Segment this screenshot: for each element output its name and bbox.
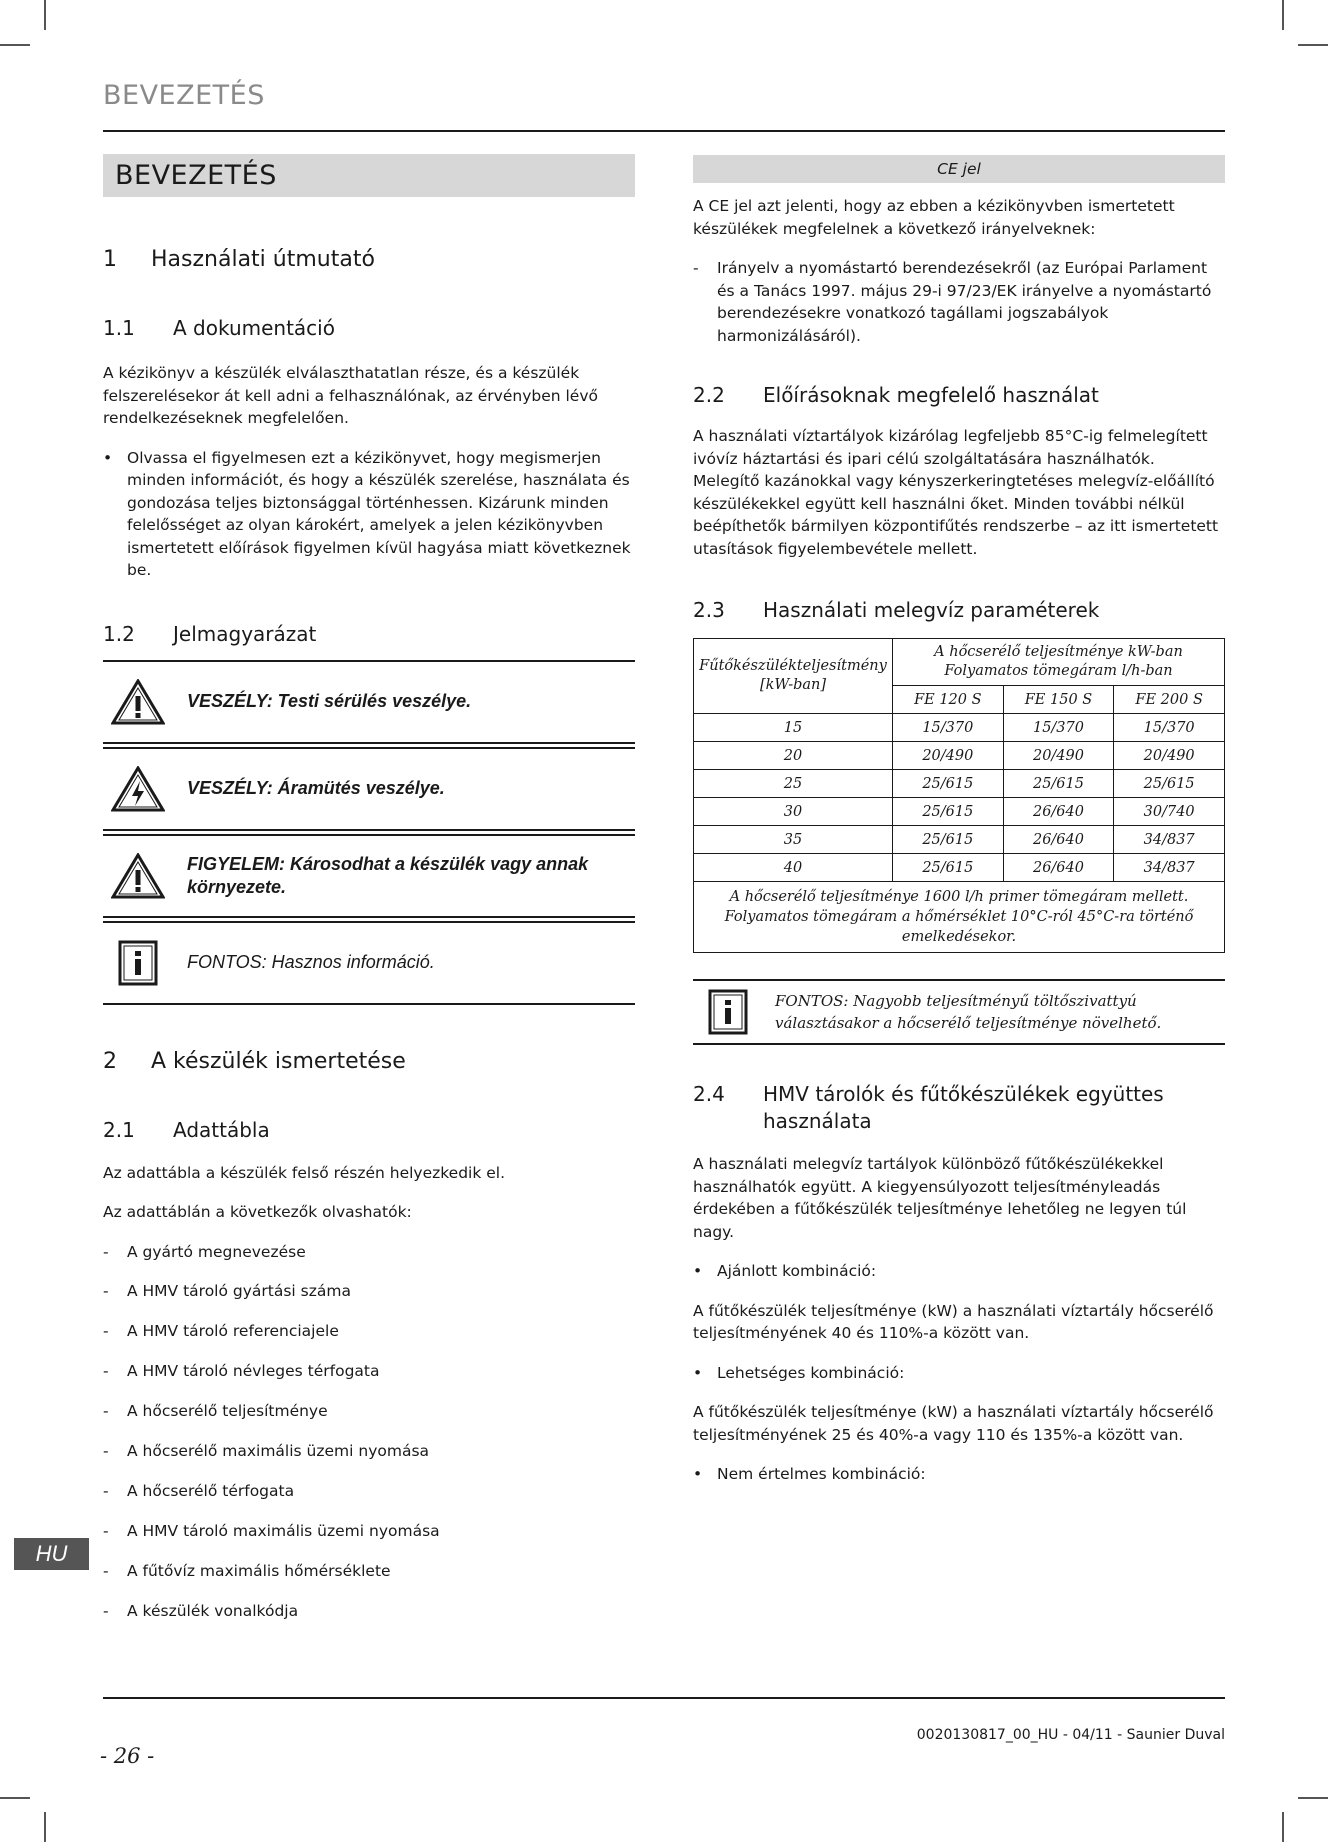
crop-mark (1298, 1797, 1328, 1799)
heading-2-4 (693, 1081, 1225, 1135)
table-model: FE 120 S (893, 686, 1004, 714)
heading-number: 1 (103, 247, 117, 272)
heading-1 (103, 247, 635, 272)
list-item: - A HMV tároló referenciajele (103, 1322, 339, 1341)
combination-paragraph: A fűtőkészülék teljesítménye (kW) a használati víztartály hőcserélő teljesítményének 25 és 40%-a vagy 110 és 135%-a között van. (693, 1403, 1214, 1444)
list-item: - A fűtővíz maximális hőmérséklete (103, 1561, 391, 1580)
document-reference: 0020130817_00_HU - 04/11 - Saunier Duval (916, 1727, 1225, 1743)
heading-2-1 (103, 1118, 635, 1142)
heading-number: 1.2 (103, 621, 135, 646)
heading-number: 2.4 (693, 1082, 725, 1106)
bullet-text: Olvassa el figyelmesen ezt a kézikönyvet, hogy megismerjen minden információt, és hogy a készülék szerelése, használata és gondozása teljes biztonsággal történhessen. Kizárunk minden felelősséget az olyan károkért, amelyek a jelen kézikönyvben ismertetett előírások figyelmen kívül hagyása miatt következnek be. (127, 448, 631, 579)
crop-mark (0, 44, 30, 46)
list-item: - A hőcserélő teljesítménye (103, 1402, 328, 1421)
ce-banner: CE jel (693, 155, 1225, 183)
list-item: - A HMV tároló névleges térfogata (103, 1362, 380, 1381)
legend-text: VESZÉLY: Áramütés veszélye. (187, 778, 445, 798)
table-model: FE 150 S (1003, 686, 1114, 714)
crop-mark (1282, 1812, 1284, 1842)
language-tab: HU (14, 1538, 89, 1570)
section-banner: BEVEZETÉS (103, 154, 635, 197)
documentation-paragraph: A kézikönyv a készülék elválaszthatatlan része, és a készülék felszerelésekor át kell adni a felhasználónak, az érvényben lévő rendelkezéseknek megfelelően. (103, 364, 598, 427)
electric-hazard-icon (103, 766, 173, 812)
table-row: 20 20/490 20/490 20/490 (694, 742, 1225, 770)
bullet-item (103, 447, 635, 582)
combination-paragraph: A használati melegvíz tartályok különböző fűtőkészülékekkel használhatók együtt. A kiegyensúlyozott teljesítményleadás érdekében a fűtőkészülék teljesítménye lehetőleg ne legyen túl nagy. (693, 1155, 1187, 1241)
usage-paragraph: A használati víztartályok kizárólag legfeljebb 85°C-ig felmelegített ivóvíz háztartási és ipari célú szolgáltatására használhatók. Melegítő kazánokkal vagy kényszerkeringtetéses melegvíz-előállító készülékekkel együtt kell használni őket. Minden további nélkül beépíthetők bármilyen központifűtés rendszerbe – az itt ismertetett utasítások figyelembevétele mellett. (693, 427, 1219, 558)
crop-mark (1282, 0, 1284, 30)
legend (103, 660, 635, 1005)
table-row: 35 25/615 26/640 34/837 (694, 826, 1225, 854)
list-item: - A HMV tároló maximális üzemi nyomása (103, 1521, 440, 1540)
page-number: - 26 - (100, 1744, 155, 1768)
info-note (693, 979, 1225, 1045)
crop-mark (0, 1797, 30, 1799)
table-model: FE 200 S (1114, 686, 1225, 714)
heading-title: A készülék ismertetése (151, 1048, 406, 1074)
heading-2 (103, 1049, 635, 1074)
left-column (103, 150, 635, 1622)
table-note: A hőcserélő teljesítménye 1600 l/h primer tömegáram mellett. Folyamatos tömegáram a hőmérséklet 10°C-ról 45°C-ra történő emelkedésekor. (694, 882, 1225, 953)
legend-text: VESZÉLY: Testi sérülés veszélye. (187, 691, 472, 711)
heading-number: 2.2 (693, 383, 725, 407)
nameplate-list (103, 1241, 635, 1623)
table-header: Fűtőkészülékteljesítmény [kW-ban] (694, 639, 893, 714)
table-row: 40 25/615 26/640 34/837 (694, 854, 1225, 882)
legend-row (103, 660, 635, 744)
heading-title: Adattábla (173, 1117, 270, 1142)
heading-2-3 (693, 598, 1225, 622)
table-row: 15 15/370 15/370 15/370 (694, 714, 1225, 742)
combination-paragraph: A fűtőkészülék teljesítménye (kW) a használati víztartály hőcserélő teljesítményének 40 és 110%-a között van. (693, 1301, 1214, 1342)
heading-1-1 (103, 316, 635, 340)
list-item: - A gyártó megnevezése (103, 1242, 306, 1261)
ce-directive: - Irányelv a nyomástartó berendezésekről (az Európai Parlament és a Tanács 1997. május 29-i 97/23/EK irányelve a nyomástartó berendezésekre vonatkozó tagállami jogszabályok harmonizálásáról). (693, 259, 1212, 345)
warning-triangle-icon (103, 679, 173, 725)
ce-paragraph: A CE jel azt jelenti, hogy az ebben a kézikönyvben ismertetett készülékek megfelelnek a következő irányelveknek: (693, 197, 1175, 238)
heading-title: Használati melegvíz paraméterek (763, 598, 1100, 622)
footer-rule (103, 1697, 1225, 1699)
info-icon (103, 940, 173, 986)
heading-title: Jelmagyarázat (173, 621, 317, 646)
info-icon (693, 989, 763, 1035)
legend-text: FIGYELEM: Károsodhat a készülék vagy annak környezete. (187, 853, 589, 897)
crop-mark (44, 0, 46, 30)
heading-title: HMV tárolók és fűtőkészülékek együttes használata (763, 1082, 1164, 1133)
info-text: FONTOS: Nagyobb teljesítményű töltőszivattyú választásakor a hőcserélő teljesítménye növelhető. (775, 992, 1162, 1032)
crop-mark (44, 1812, 46, 1842)
heading-number: 2.1 (103, 1117, 135, 1142)
heading-2-2 (693, 383, 1225, 407)
bullet-item: • Nem értelmes kombináció: (693, 1465, 926, 1483)
table-row: 30 25/615 26/640 30/740 (694, 798, 1225, 826)
crop-mark (1298, 44, 1328, 46)
nameplate-paragraph: Az adattábla a készülék felső részén helyezkedik el. (103, 1163, 506, 1182)
bullet-item: • Ajánlott kombináció: (693, 1262, 877, 1280)
caution-triangle-icon (103, 853, 173, 899)
heading-title: Előírásoknak megfelelő használat (763, 383, 1099, 407)
bullet-item: • Lehetséges kombináció: (693, 1363, 905, 1382)
running-header: BEVEZETÉS (103, 80, 265, 111)
heading-title: Használati útmutató (151, 247, 375, 272)
heading-1-2 (103, 622, 635, 646)
list-item: - A hőcserélő térfogata (103, 1481, 295, 1500)
legend-row (103, 834, 635, 918)
heading-number: 2.3 (693, 598, 725, 622)
heading-number: 1.1 (103, 316, 135, 340)
heading-title: A dokumentáció (173, 316, 335, 340)
heading-number: 2 (103, 1048, 117, 1074)
list-item: - A HMV tároló gyártási száma (103, 1282, 351, 1301)
bullet-mark: • (103, 448, 113, 467)
legend-text: FONTOS: Hasznos információ. (187, 952, 435, 972)
header-rule (103, 130, 1225, 132)
list-item: - A készülék vonalkódja (103, 1601, 299, 1620)
nameplate-paragraph: Az adattáblán a következők olvashatók: (103, 1203, 412, 1221)
list-item: - A hőcserélő maximális üzemi nyomása (103, 1441, 430, 1460)
table-header: A hőcserélő teljesítménye kW-ban Folyamatos tömegáram l/h-ban (893, 639, 1225, 686)
parameter-table (693, 638, 1225, 953)
right-column (693, 155, 1225, 1486)
legend-row (103, 921, 635, 1005)
table-row: 25 25/615 25/615 25/615 (694, 770, 1225, 798)
legend-row (103, 747, 635, 831)
